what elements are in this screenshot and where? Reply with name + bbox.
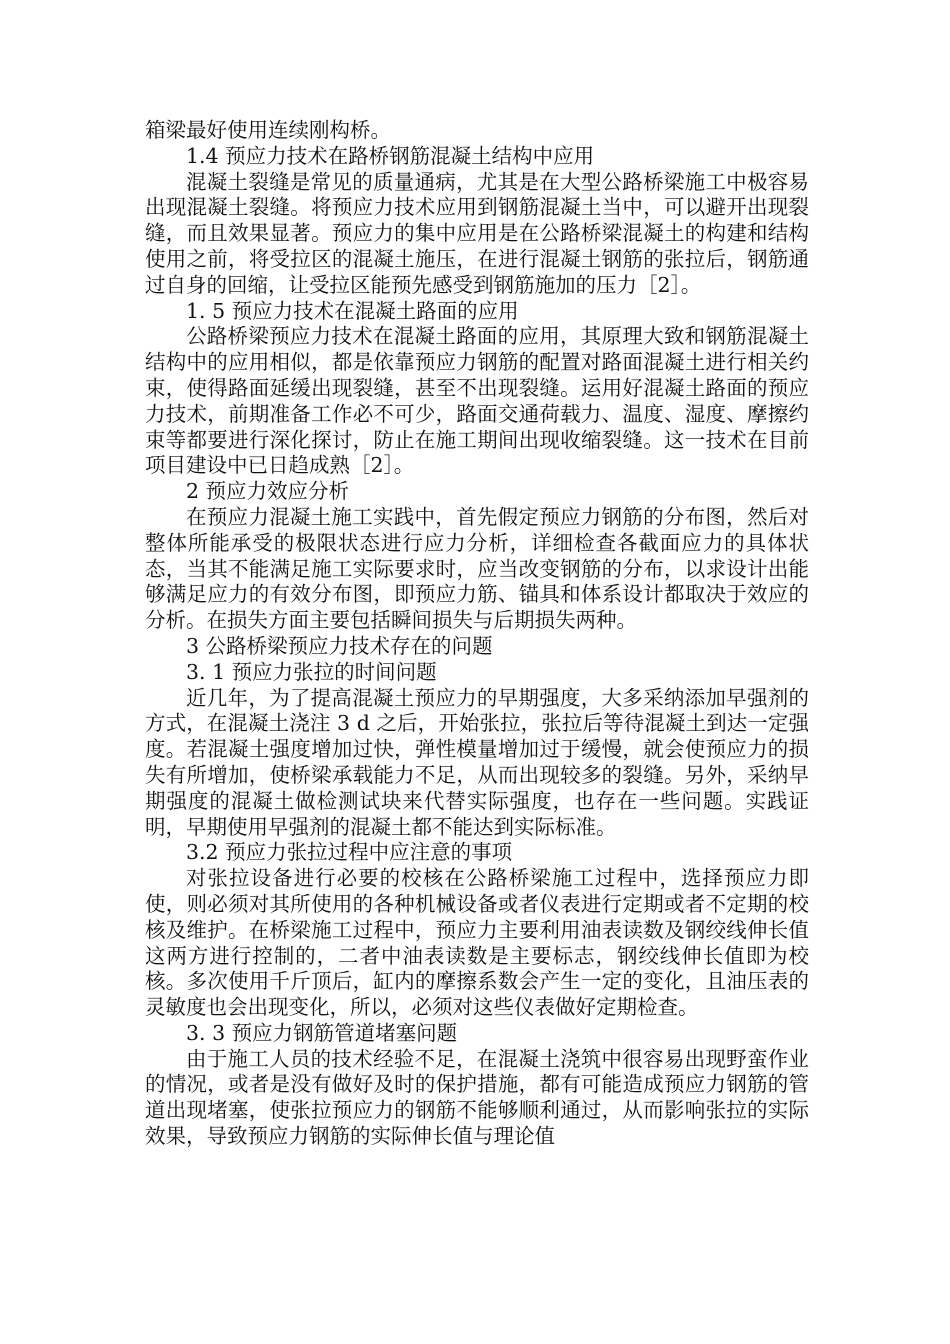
heading-1-4: 1.4 预应力技术在路桥钢筋混凝土结构中应用 bbox=[186, 143, 595, 168]
heading-3-1: 3. 1 预应力张拉的时间问题 bbox=[186, 659, 437, 684]
paragraph-intro-tail: 箱梁最好使用连续刚构桥。 bbox=[145, 118, 391, 142]
heading-2: 2 预应力效应分析 bbox=[186, 479, 350, 504]
paragraph-2: 在预应力混凝土施工实践中，首先假定预应力钢筋的分布图，然后对整体所能承受的极限状态进行应力分析，详细检查各截面应力的具体状态，当其不能满足施工实际要求时，应当改变钢筋的分布，以求设计出能够满足应力的有效分布图，即预应力筋、锚具和体系设计都取决于效应的分析。在损失方面主要包括瞬间损失与后期损失两种。 bbox=[145, 504, 809, 633]
heading-3-2: 3.2 预应力张拉过程中应注意的事项 bbox=[186, 840, 513, 865]
heading-3-3: 3. 3 预应力钢筋管道堵塞问题 bbox=[186, 1020, 458, 1045]
heading-1-5: 1. 5 预应力技术在混凝土路面的应用 bbox=[186, 298, 519, 323]
document-page bbox=[145, 118, 809, 1150]
paragraph-3-1: 近几年，为了提高混凝土预应力的早期强度，大多采纳添加早强剂的方式，在混凝土浇注 3 d 之后，开始张拉，张拉后等待混凝土到达一定强度。若混凝土强度增加过快，弹性模量增加过于缓慢，就会使预应力的损失有所增加，使桥梁承载能力不足，从而出现较多的裂缝。另外，采纳早期强度的混凝土做检测试块来代替实际强度，也存在一些问题。实践证明，早期使用早强剂的混凝土都不能达到实际标准。 bbox=[145, 685, 809, 839]
paragraph-3-3: 由于施工人员的技术经验不足，在混凝土浇筑中很容易出现野蛮作业的情况，或者是没有做好及时的保护措施，都有可能造成预应力钢筋的管道出现堵塞，使张拉预应力的钢筋不能够顺利通过，从而影响张拉的实际效果，导致预应力钢筋的实际伸长值与理论值 bbox=[145, 1046, 809, 1149]
paragraph-3-2: 对张拉设备进行必要的校核在公路桥梁施工过程中，选择预应力即使，则必须对其所使用的各种机械设备或者仪表进行定期或者不定期的校核及维护。在桥梁施工过程中，预应力主要利用油表读数及钢绞线伸长值这两方进行控制的，二者中油表读数是主要标志，钢绞线伸长值即为校核。多次使用千斤顶后，缸内的摩擦系数会产生一定的变化，且油压表的灵敏度也会出现变化，所以，必须对这些仪表做好定期检查。 bbox=[145, 866, 809, 1020]
paragraph-1-4: 混凝土裂缝是常见的质量通病，尤其是在大型公路桥梁施工中极容易出现混凝土裂缝。将预应力技术应用到钢筋混凝土当中，可以避开出现裂缝，而且效果显著。预应力的集中应用是在公路桥梁混凝土的构建和结构使用之前，将受拉区的混凝土施压，在进行混凝土钢筋的张拉后，钢筋通过自身的回缩，让受拉区能预先感受到钢筋施加的压力［2］。 bbox=[145, 169, 809, 297]
heading-3: 3 公路桥梁预应力技术存在的问题 bbox=[186, 633, 493, 658]
paragraph-1-5: 公路桥梁预应力技术在混凝土路面的应用，其原理大致和钢筋混凝土结构中的应用相似，都是依靠预应力钢筋的配置对路面混凝土进行相关约束，使得路面延缓出现裂缝，甚至不出现裂缝。运用好混凝土路面的预应力技术，前期准备工作必不可少，路面交通荷载力、温度、湿度、摩擦约束等都要进行深化探讨，防止在施工期间出现收缩裂缝。这一技术在目前项目建设中已日趋成熟［2］。 bbox=[145, 324, 809, 478]
